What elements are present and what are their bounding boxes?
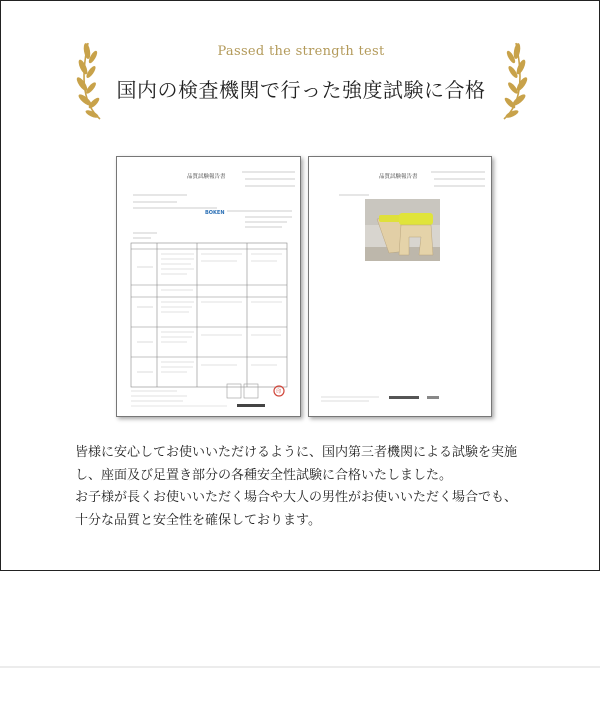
description-line: お子様が長くお使いいただく場合や大人の男性がお使いいただく場合でも、 bbox=[75, 490, 518, 505]
lab-logo: BOKEN bbox=[205, 210, 225, 216]
tested-stool-photo bbox=[365, 199, 440, 261]
doc-title: 品質試験報告書 bbox=[379, 174, 418, 180]
footer-divider bbox=[0, 666, 600, 668]
description-paragraph bbox=[75, 442, 545, 532]
description-line: 十分な品質と安全性を確保しております。 bbox=[75, 512, 321, 528]
test-report-document-1 bbox=[116, 156, 301, 417]
test-report-document-2 bbox=[308, 156, 492, 417]
section-subtitle: Passed the strength test bbox=[217, 44, 385, 59]
section-title: 国内の検査機関で行った強度試験に合格 bbox=[116, 78, 486, 102]
description-line: 皆様に安心してお使いいただけるように、国内第三者機関による試験を実施 bbox=[75, 445, 518, 460]
seal-mark: 印 bbox=[276, 389, 282, 395]
doc-title: 品質試験報告書 bbox=[187, 174, 226, 180]
description-line: し、座面及び足置き部分の各種安全性試験に合格いたしました。 bbox=[75, 467, 453, 483]
